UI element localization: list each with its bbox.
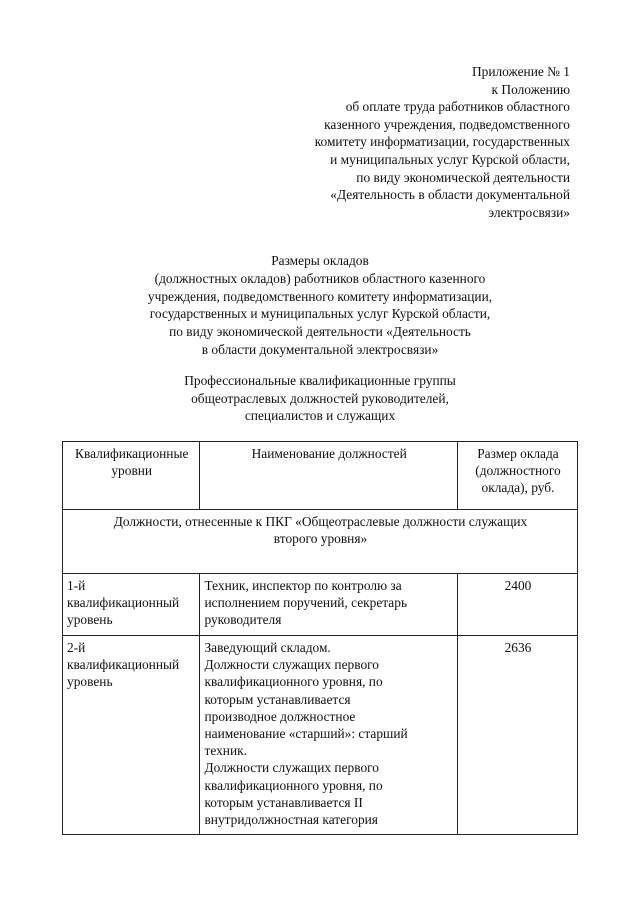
header-text: оклада), руб. [481,480,555,496]
position-text: которым устанавливается [204,691,351,707]
position-text: квалификационного уровня, по [204,674,383,690]
group-text: Должности, отнесенные к ПКГ «Общеотраслевые должности служащих [113,514,528,529]
position-text: наименование «старший»: старший [204,726,408,742]
table-group-row [63,510,578,574]
cell-position-name [200,636,458,835]
position-text: исполнением поручений, секретарь [204,595,408,611]
cell-salary: 2636 [457,636,577,835]
level-text: уровень [67,674,113,690]
header-text: Наименование должностей [251,446,407,461]
appendix-line: электросвязи» [488,204,570,220]
cell-level [63,574,200,636]
header-text: Размер оклада [477,446,559,461]
document-title [0,252,640,359]
title-line: Размеры окладов [271,253,369,268]
cell-level [63,636,200,835]
header-name [200,442,458,510]
position-text: Должности служащих первого [204,760,380,776]
appendix-line: об оплате труда работников областного [345,99,570,115]
position-text: квалификационного уровня, по [204,777,383,793]
title-line: государственных и муниципальных услуг Курской области, [149,306,491,322]
position-text: Техник, инспектор по контролю за [204,578,402,593]
appendix-line: к Положению [491,81,570,97]
header-text: уровни [111,463,153,479]
appendix-line: и муниципальных услуг Курской области, [330,151,570,167]
subtitle-line: специалистов и служащих [244,408,396,424]
level-text: уровень [67,612,113,628]
appendix-reference [315,63,570,221]
appendix-line: комитету информатизации, государственных [314,134,570,150]
position-text: Заведующий складом. [204,640,331,655]
table-header-row [63,442,578,510]
appendix-line: «Деятельность в области документальной [330,187,570,203]
level-text: 1-й [67,578,86,593]
header-text: Квалификационные [75,446,189,461]
position-text: руководителя [204,612,282,628]
table-row [63,574,578,636]
level-text: квалификационный [67,595,180,611]
appendix-line: по виду экономической деятельности [356,169,570,185]
appendix-line: Приложение № 1 [471,64,570,79]
position-text: внутридолжностная категория [204,812,378,828]
position-text: техник. [204,743,247,759]
position-text: Должности служащих первого [204,657,380,673]
title-line: (должностных окладов) работников областного казенного [154,270,486,286]
position-text: которым устанавливается II [204,794,363,810]
appendix-line: казенного учреждения, подведомственного [324,116,570,132]
header-level [63,442,200,510]
subtitle-line: Профессиональные квалификационные группы [184,373,456,388]
group-text: второго уровня» [273,531,368,547]
table-row [63,636,578,835]
position-text: производное должностное [204,708,356,724]
salary-table [62,441,578,835]
level-text: квалификационный [67,657,180,673]
subtitle-line: общеотраслевых должностей руководителей, [191,390,449,406]
cell-position-name [200,574,458,636]
level-text: 2-й [67,640,86,655]
cell-salary: 2400 [457,574,577,636]
group-heading [63,510,578,574]
title-line: учреждения, подведомственного комитету информатизации, [147,288,493,304]
title-line: в области документальной электросвязи» [201,341,439,357]
title-line: по виду экономической деятельности «Деятельность [169,324,471,340]
header-size [457,442,577,510]
header-text: (должностного [475,463,561,479]
section-subtitle [0,372,640,425]
